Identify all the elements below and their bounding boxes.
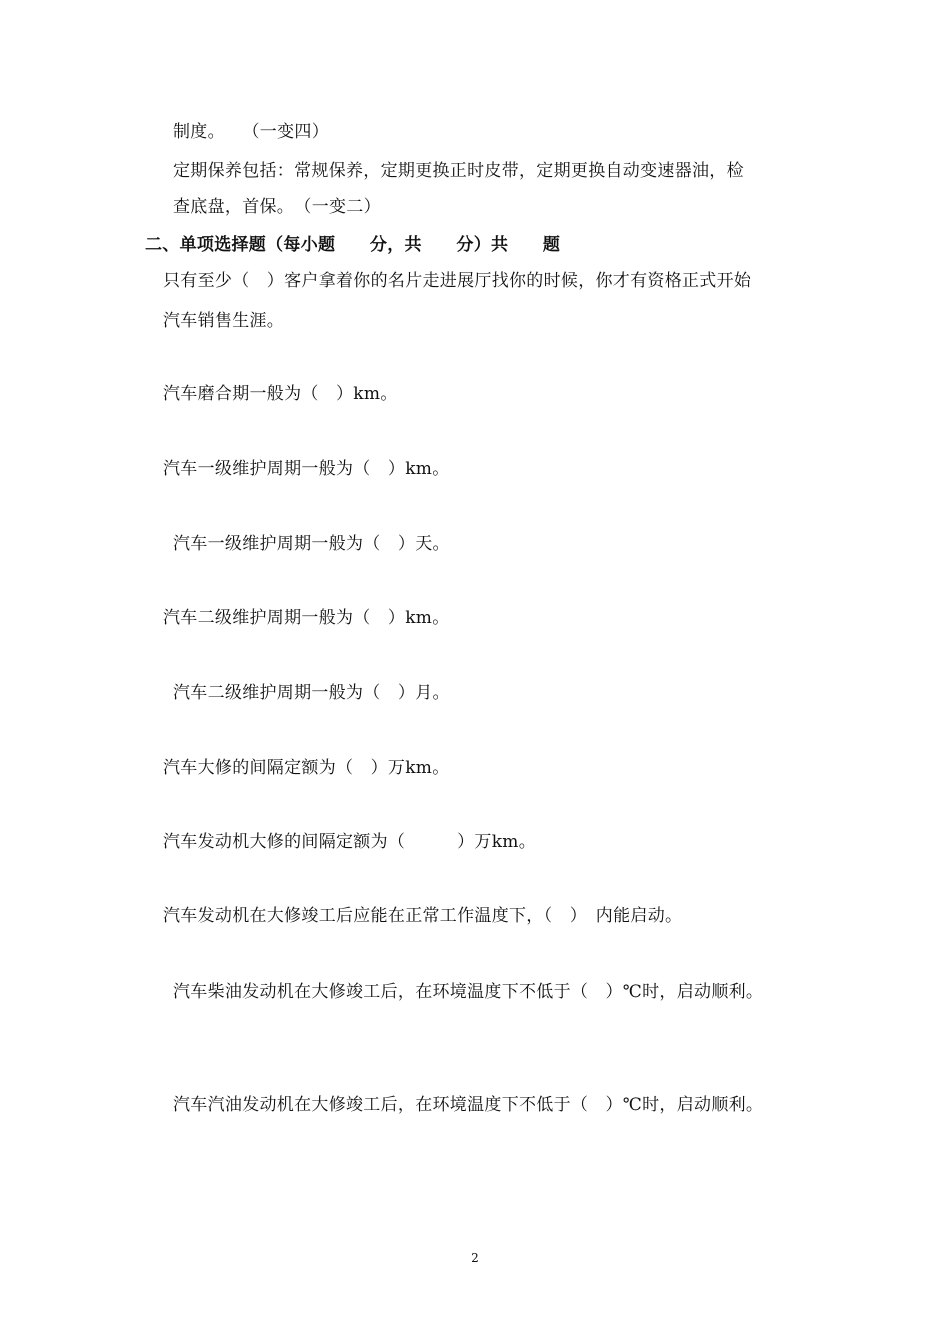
question-text: 只有至少（ ）客户拿着你的名片走进展厅找你的时候，你才有资格正式开始	[163, 271, 752, 291]
text-line: 定期保养包括：常规保养，定期更换正时皮带，定期更换自动变速器油，检	[173, 161, 744, 181]
question-text: 汽车二级维护周期一般为（ ）月。	[173, 683, 450, 703]
question-text: 汽车大修的间隔定额为（ ）万km。	[163, 758, 450, 778]
section-heading: 二、单项选择题（每小题 分，共 分）共 题	[145, 235, 561, 255]
question-text: 汽车一级维护周期一般为（ ）天。	[173, 534, 450, 554]
text-line: 制度。 （一变四）	[173, 122, 329, 142]
question-text: 汽车二级维护周期一般为（ ）km。	[163, 608, 450, 628]
question-text: 汽车磨合期一般为（ ）km。	[163, 384, 398, 404]
question-text: 汽车柴油发动机在大修竣工后，在环境温度下不低于（ ）℃时，启动顺利。	[173, 982, 764, 1002]
question-text: 汽车汽油发动机在大修竣工后，在环境温度下不低于（ ）℃时，启动顺利。	[173, 1095, 764, 1115]
page-number: 2	[471, 1251, 479, 1265]
question-text: 汽车销售生涯。	[163, 311, 285, 331]
question-text: 汽车发动机大修的间隔定额为（ ）万km。	[163, 832, 537, 852]
question-text: 汽车发动机在大修竣工后应能在正常工作温度下，（ ） 内能启动。	[163, 906, 683, 926]
text-line: 查底盘，首保。 （一变二）	[173, 197, 381, 217]
question-text: 汽车一级维护周期一般为（ ）km。	[163, 459, 450, 479]
